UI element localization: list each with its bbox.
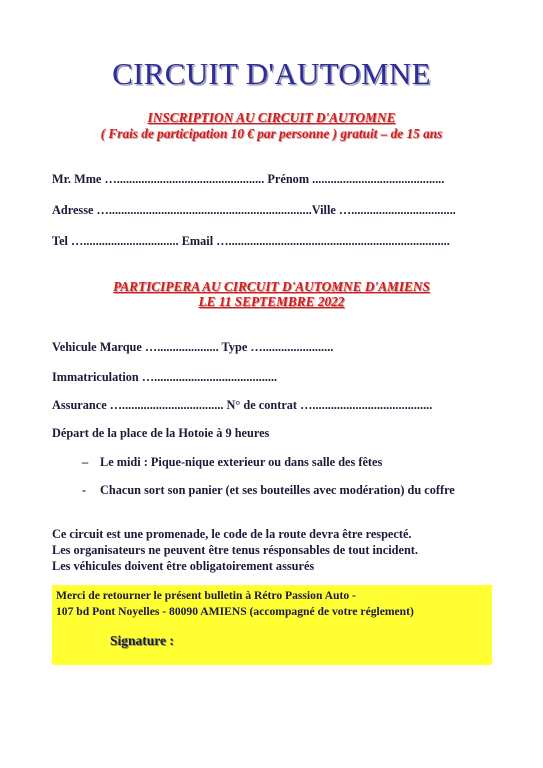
return-address bbox=[56, 588, 414, 620]
rules-line: Ce circuit est une promenade, le code de la route devra être respecté. bbox=[52, 527, 412, 541]
name-field-line[interactable]: Mr. Mme …................................................ Prénom ........................................... bbox=[52, 172, 445, 186]
dash-bullet: – bbox=[82, 455, 89, 469]
fees-note: ( Frais de participation 10 € par personne ) gratuit – de 15 ans bbox=[100, 126, 443, 141]
phone-email-field-line[interactable]: Tel …............................... Email …........................................................................ bbox=[52, 234, 450, 248]
rules-line: Les organisateurs ne peuvent être tenus résponsables de tout incident. bbox=[52, 543, 418, 557]
insurance-field-line[interactable]: Assurance …................................. N° de contrat …....................................... bbox=[52, 398, 433, 412]
event-date: LE 11 SEPTEMBRE 2022 bbox=[198, 294, 345, 309]
page-title: CIRCUIT D'AUTOMNE bbox=[112, 56, 431, 91]
signature-field[interactable]: Signature : bbox=[110, 633, 174, 648]
return-line: Merci de retourner le présent bulletin à Rétro Passion Auto - bbox=[56, 589, 356, 602]
list-item bbox=[82, 455, 382, 470]
registration-subtitle: INSCRIPTION AU CIRCUIT D'AUTOMNE bbox=[147, 110, 396, 125]
rules-line: Les véhicules doivent être obligatoirement assurés bbox=[52, 559, 315, 573]
rules-paragraph bbox=[52, 526, 418, 574]
registration-plate-field-line[interactable]: Immatriculation …........................................ bbox=[52, 370, 278, 384]
basket-info: Chacun sort son panier (et ses bouteilles avec modération) du coffre bbox=[100, 483, 455, 497]
dash-bullet: - bbox=[82, 483, 87, 497]
departure-info: Départ de la place de la Hotoie à 9 heures bbox=[52, 426, 270, 440]
return-line: 107 bd Pont Noyelles - 80090 AMIENS (accompagné de votre réglement) bbox=[56, 605, 414, 618]
vehicle-make-field-line[interactable]: Vehicule Marque ….................... Type …....................... bbox=[52, 340, 334, 354]
event-heading: PARTICIPERA AU CIRCUIT D'AUTOMNE D'AMIENS bbox=[113, 279, 430, 294]
address-field-line[interactable]: Adresse …..................................................................Ville ….................................. bbox=[52, 203, 456, 217]
lunch-info: Le midi : Pique-nique exterieur ou dans salle des fêtes bbox=[100, 455, 383, 469]
list-item bbox=[82, 482, 482, 498]
